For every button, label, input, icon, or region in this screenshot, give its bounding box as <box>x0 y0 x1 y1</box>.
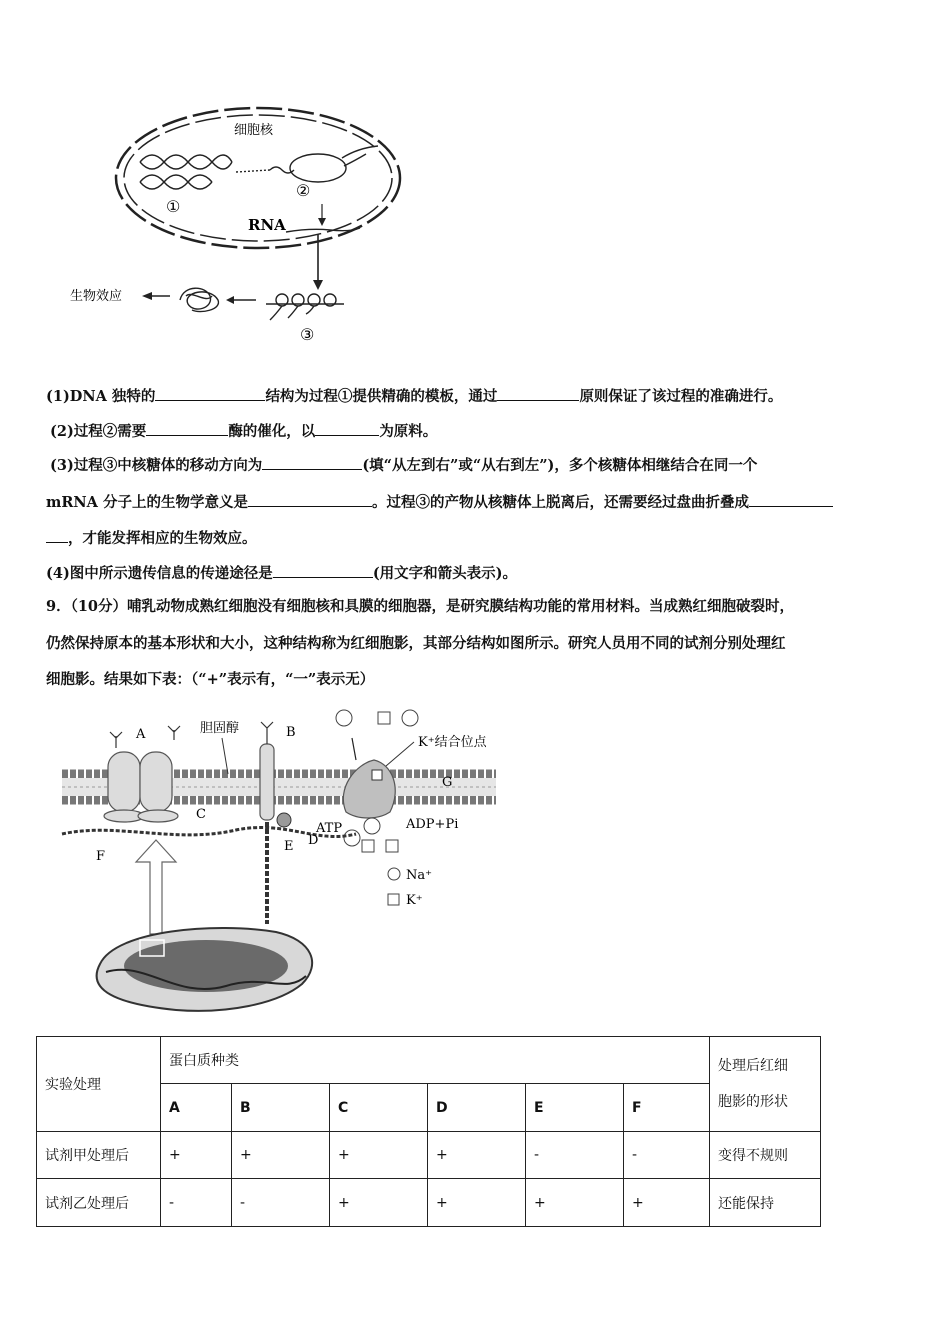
protein-a-header: A <box>161 1084 232 1132</box>
cell: + <box>624 1179 710 1227</box>
blank-7-cont[interactable] <box>46 528 68 543</box>
step2-label: ② <box>296 181 311 200</box>
legend-na: Na⁺ <box>406 868 432 883</box>
header-shape: 处理后红细 胞影的形状 <box>710 1037 821 1132</box>
rna-label: RNA <box>248 216 286 234</box>
ribosome-chain-icon <box>266 294 344 320</box>
label-a: A <box>136 727 146 742</box>
q9-line-1: 9．（10分）哺乳动物成熟红细胞没有细胞核和具膜的细胞器，是研究膜结构功能的常用材料。当成熟红细胞破裂时， <box>46 598 795 615</box>
q8-line-1: (1)DNA 独特的 结构为过程①提供精确的模板，通过 原则保证了该过程的准确进行。 <box>46 388 783 405</box>
effect-label: 生物效应 <box>70 289 123 304</box>
protein-f-header: F <box>624 1084 710 1132</box>
blank-7[interactable] <box>749 492 833 507</box>
cell: + <box>428 1132 526 1179</box>
protein-b-header: B <box>232 1084 330 1132</box>
table-row <box>37 1132 821 1179</box>
dna-helix-icon <box>140 155 232 189</box>
cell: - <box>526 1132 624 1179</box>
label-c: C <box>196 807 206 822</box>
q8-line-4: mRNA 分子上的生物学意义是 。过程③的产物从核糖体上脱离后，还需要经过盘曲折叠成 <box>46 492 833 513</box>
label-e: E <box>284 839 294 854</box>
label-b: B <box>286 725 296 740</box>
row-treatment: 试剂甲处理后 <box>37 1132 161 1179</box>
cell: + <box>428 1179 526 1227</box>
protein-b <box>260 722 274 820</box>
blank-2[interactable] <box>497 386 579 401</box>
cell: + <box>526 1179 624 1227</box>
blank-6[interactable] <box>248 492 372 507</box>
legend-k: K⁺ <box>406 893 423 908</box>
folded-protein-icon <box>180 288 218 311</box>
q9-line-3: 细胞影。结果如下表：（“+”表示有，“一”表示无） <box>46 671 375 688</box>
label-g: G <box>442 775 453 790</box>
row-shape: 还能保持 <box>710 1179 821 1227</box>
blank-4[interactable] <box>315 421 379 436</box>
figure-central-dogma <box>60 100 420 350</box>
protein-c-header: C <box>330 1084 428 1132</box>
row-shape: 变得不规则 <box>710 1132 821 1179</box>
rbc-ghost-icon <box>97 928 313 1011</box>
label-k-site: K⁺结合位点 <box>418 735 487 750</box>
protein-a <box>104 752 178 822</box>
blank-5[interactable] <box>262 455 362 470</box>
q9-line-2: 仍然保持原本的基本形状和大小，这种结构称为红细胞影，其部分结构如图所示。研究人员用不同的试剂分别处理红 <box>46 635 786 652</box>
label-f: F <box>96 849 106 864</box>
q8-line-6: (4)图中所示遗传信息的传递途径是 (用文字和箭头表示)。 <box>46 565 518 582</box>
protein-e-header: E <box>526 1084 624 1132</box>
q8-line-5: ，才能发挥相应的生物效应。 <box>46 528 257 549</box>
pump-g <box>343 760 395 818</box>
cell: + <box>232 1132 330 1179</box>
header-treatment: 实验处理 <box>37 1037 161 1132</box>
cell: - <box>161 1179 232 1227</box>
label-atp: ATP <box>316 821 343 836</box>
nucleus-label: 细胞核 <box>234 123 274 138</box>
cell: + <box>161 1132 232 1179</box>
cell: - <box>232 1179 330 1227</box>
header-protein: 蛋白质种类 <box>161 1037 710 1084</box>
blank-3[interactable] <box>146 421 228 436</box>
step1-label: ① <box>166 197 181 216</box>
row-treatment: 试剂乙处理后 <box>37 1179 161 1227</box>
table-row <box>37 1179 821 1227</box>
results-table <box>36 1036 821 1227</box>
cell: + <box>330 1179 428 1227</box>
cell: - <box>624 1132 710 1179</box>
label-adp: ADP+Pi <box>406 817 459 832</box>
protein-d-header: D <box>428 1084 526 1132</box>
q8-line-2: (2)过程②需要 酶的催化，以 为原料。 <box>50 423 438 440</box>
q8-line-3: (3)过程③中核糖体的移动方向为 (填“从左到右”或“从右到左”)，多个核糖体相继结合在同一个 <box>50 457 758 474</box>
transcription-bubble-icon <box>270 146 378 182</box>
label-d: D <box>308 833 319 848</box>
blank-1[interactable] <box>155 386 265 401</box>
label-cholesterol: 胆固醇 <box>200 721 240 736</box>
blank-8[interactable] <box>273 563 373 578</box>
step3-label: ③ <box>300 325 315 344</box>
cell: + <box>330 1132 428 1179</box>
figure-rbc-membrane <box>56 704 516 1022</box>
